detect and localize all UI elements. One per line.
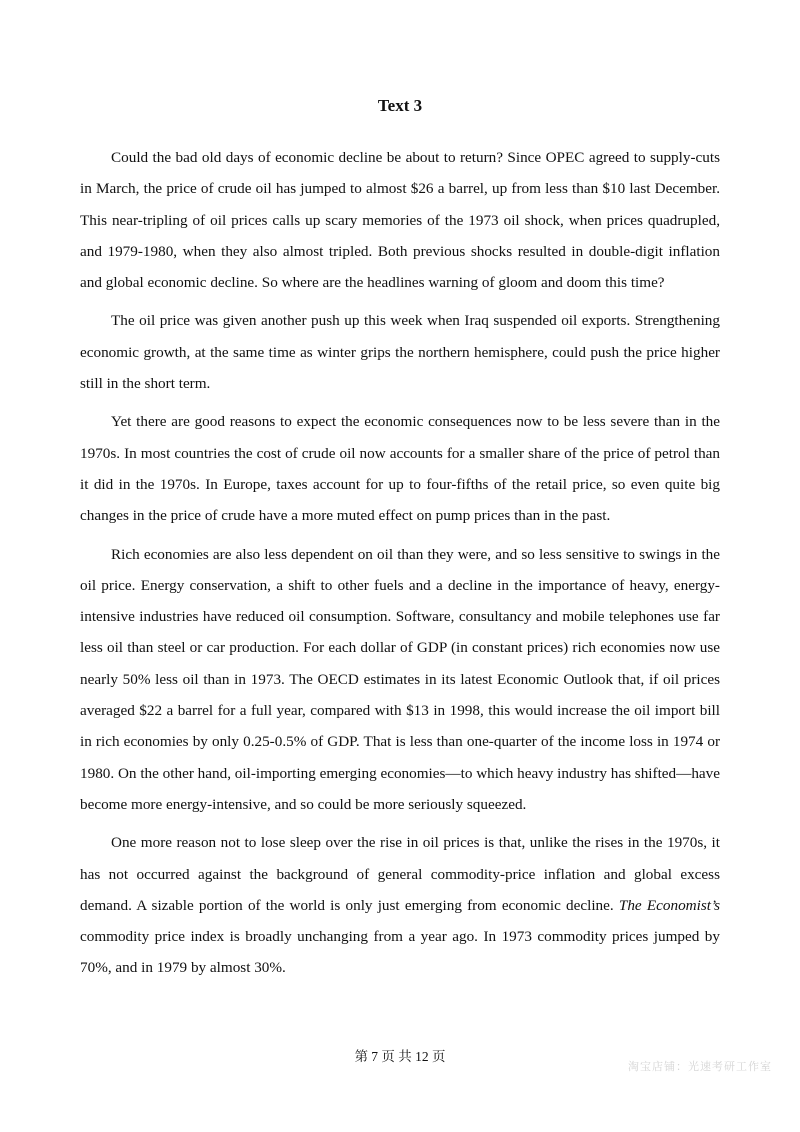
paragraph-3: Yet there are good reasons to expect the economic consequences now to be less severe than in the 1970s. In most countries the cost of crude oil now accounts for a smaller share of the price of petrol than it did in the 1970s. In Europe, taxes account for up to four-fifths of the retail price, so even quite big changes in the price of crude have a more muted effect on pump prices than in the past. bbox=[80, 413, 720, 525]
paragraph-5-text-a: One more reason not to lose sleep over the rise in oil prices is that, unlike the rises in the 1970s, it has not occurred against the background of general commodity-price inflation and global excess demand. A sizable portion of the world is only just emerging from economic decline. bbox=[80, 834, 720, 914]
paragraph-2: The oil price was given another push up this week when Iraq suspended oil exports. Strengthening economic growth, at the same time as winter grips the northern hemisphere, could push the price higher still in the short term. bbox=[80, 312, 720, 393]
paragraph-1: Could the bad old days of economic decline be about to return? Since OPEC agreed to supply-cuts in March, the price of crude oil has jumped to almost $26 a barrel, up from less than $10 last December. This near-tripling of oil prices calls up scary memories of the 1973 oil shock, when prices quadrupled, and 1979-1980, when they also almost tripled. Both previous shocks resulted in double-digit inflation and global economic decline. So where are the headlines warning of gloom and doom this time? bbox=[80, 149, 720, 292]
page-footer: 第 7 页 共 12 页 bbox=[354, 1049, 446, 1064]
paragraph-5-text-b: commodity price index is broadly unchanging from a year ago. In 1973 commodity prices jumped by 70%, and in 1979 by almost 30%. bbox=[80, 928, 720, 977]
paragraph-4: Rich economies are also less dependent on oil than they were, and so less sensitive to swings in the oil price. Energy conservation, a shift to other fuels and a decline in the importance of heavy, energy-intensive industries have reduced oil consumption. Software, consultancy and mobile telephones use far less oil than steel or car production. For each dollar of GDP (in constant prices) rich economies now use nearly 50% less oil than in 1973. The OECD estimates in its latest Economic Outlook that, if oil prices averaged $22 a barrel for a full year, compared with $13 in 1998, this would increase the oil import bill in rich economies by only 0.25-0.5% of GDP. That is less than one-quarter of the income loss in 1974 or 1980. On the other hand, oil-importing emerging economies—to which heavy industry has shifted—have become more energy-intensive, and so could be more seriously squeezed. bbox=[80, 545, 720, 813]
paragraph-5 bbox=[80, 827, 720, 983]
paragraph-5-italic-source: The Economist’s bbox=[618, 896, 720, 914]
article-body bbox=[80, 142, 720, 984]
text-title: Text 3 bbox=[377, 96, 423, 115]
watermark: 淘宝店铺：光速考研工作室 bbox=[628, 1060, 772, 1073]
